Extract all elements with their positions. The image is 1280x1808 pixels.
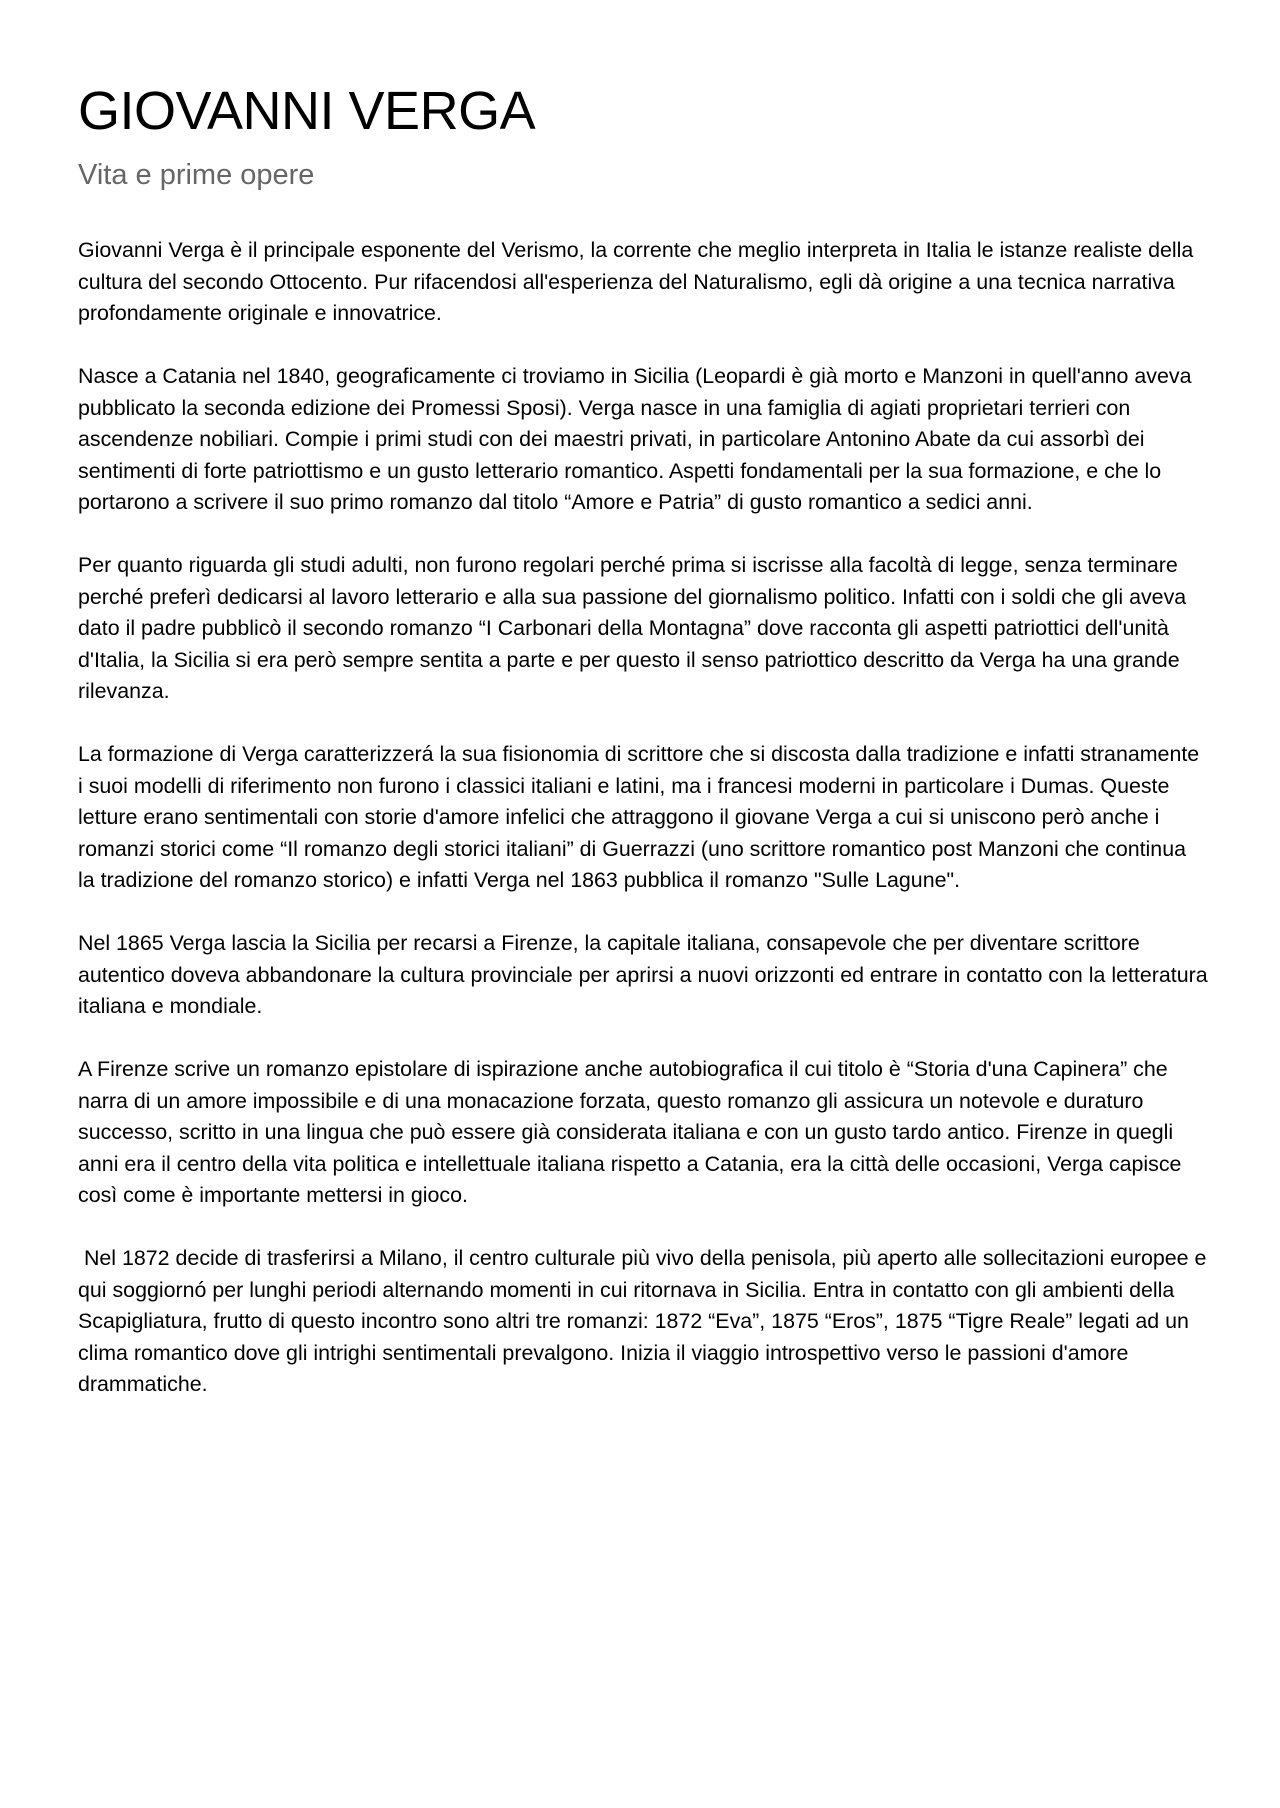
document-subtitle: Vita e prime opere [78, 159, 315, 191]
paragraph-birth: Nasce a Catania nel 1840, geograficamente ci troviamo in Sicilia (Leopardi è già morto e Manzoni in quell'anno aveva pubblicato la seconda edizione dei Promessi Sposi). Verga nasce in una famiglia di agiati proprietari terrieri con ascendenze nobiliari. Compie i primi studi con dei maestri privati, in particolare Antonino Abate da cui assorbì dei sentimenti di forte patriottismo e un gusto letterario romantico. Aspetti fondamentali per la sua formazione, e che lo portarono a scrivere il suo primo romanzo dal titolo “Amore e Patria” di gusto romantico a sedici anni. [78, 364, 1198, 514]
paragraph-formation: La formazione di Verga caratterizzerá la sua fisionomia di scrittore che si discosta dalla tradizione e infatti stranamente i suoi modelli di riferimento non furono i classici italiani e latini, ma i francesi moderni in particolare i Dumas. Queste letture erano sentimentali con storie d'amore infelici che attraggono il giovane Verga a cui si uniscono però anche i romanzi storici come “Il romanzo degli storici italiani” di Guerrazzi (uno scrittore romantico post Manzoni che continua la tradizione del romanzo storico) e infatti Verga nel 1863 pubblica il romanzo "Sulle Lagune". [78, 742, 1206, 892]
paragraph-intro: Giovanni Verga è il principale esponente del Verismo, la corrente che meglio interpreta in Italia le istanze realiste della cultura del secondo Ottocento. Pur rifacendosi all'esperienza del Naturalismo, egli dà origine a una tecnica narrativa profondamente originale e innovatrice. [78, 238, 1200, 325]
paragraph-florence-novel: A Firenze scrive un romanzo epistolare di ispirazione anche autobiografica il cui titolo è “Storia d'una Capinera” che narra di un amore impossibile e di una monacazione forzata, questo romanzo gli assicura un notevole e duraturo successo, scritto in una lingua che può essere già considerata italiana e con un gusto tardo antico. Firenze in quegli anni era il centro della vita politica e intellettuale italiana rispetto a Catania, era la città delle occasioni, Verga capisce così come è importante mettersi in gioco. [78, 1057, 1188, 1207]
paragraph-studies: Per quanto riguarda gli studi adulti, non furono regolari perché prima si iscrisse alla facoltà di legge, senza terminare perché preferì dedicarsi al lavoro letterario e alla sua passione del giornalismo politico. Infatti con i soldi che gli aveva dato il padre pubblicò il secondo romanzo “I Carbonari della Montagna” dove racconta gli aspetti patriottici dell'unità d'Italia, la Sicilia si era però sempre sentita a parte e per questo il senso patriottico descritto da Verga ha una grande rilevanza. [78, 553, 1193, 703]
paragraph-milan: Nel 1872 decide di trasferirsi a Milano, il centro culturale più vivo della penisola, più aperto alle sollecitazioni europee e qui soggiornó per lunghi periodi alternando momenti in cui ritornava in Sicilia. Entra in contatto con gli ambienti della Scapigliatura, frutto di questo incontro sono altri tre romanzi: 1872 “Eva”, 1875 “Eros”, 1875 “Tigre Reale” legati ad un clima romantico dove gli intrighi sentimentali prevalgono. Inizia il viaggio introspettivo verso le passioni d'amore drammatiche. [78, 1246, 1213, 1396]
paragraph-florence-move: Nel 1865 Verga lascia la Sicilia per recarsi a Firenze, la capitale italiana, consapevole che per diventare scrittore autentico doveva abbandonare la cultura provinciale per aprirsi a nuovi orizzonti ed entrare in contatto con la letteratura italiana e mondiale. [78, 931, 1214, 1018]
document-title: GIOVANNI VERGA [78, 81, 536, 141]
document-body [78, 235, 1214, 1432]
